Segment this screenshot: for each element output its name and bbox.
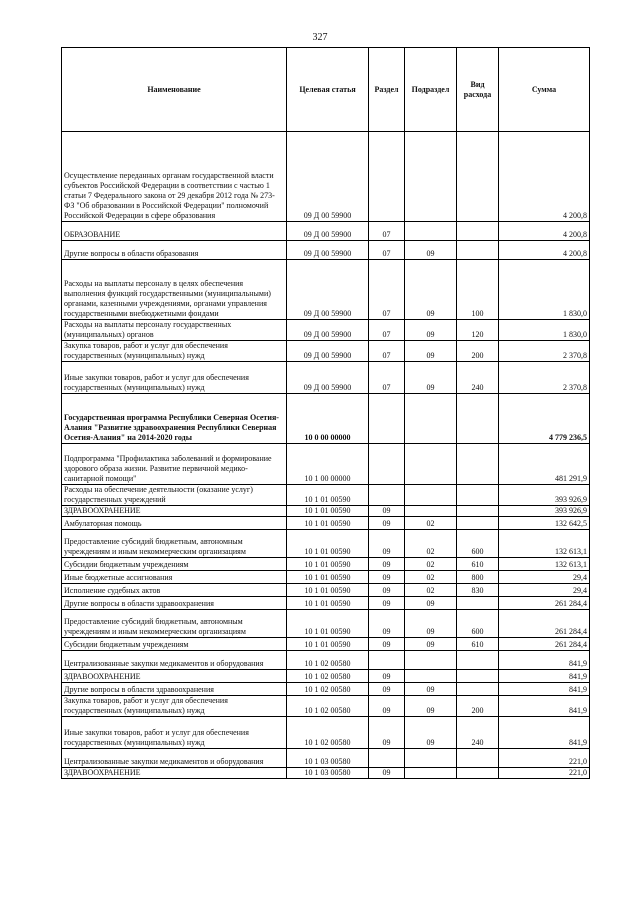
- row-sum-cell: 221,0: [499, 749, 590, 768]
- row-subsection-cell: [405, 506, 457, 517]
- row-expense-type-cell: 200: [457, 341, 499, 362]
- row-name-cell: ЗДРАВООХРАНЕНИЕ: [62, 506, 287, 517]
- row-section-cell: 07: [369, 222, 405, 241]
- header-sum: Сумма: [499, 48, 590, 132]
- table-row: [62, 651, 590, 670]
- row-sum-cell: 841,9: [499, 670, 590, 683]
- row-subsection-cell: 02: [405, 558, 457, 571]
- row-name-cell: ОБРАЗОВАНИЕ: [62, 222, 287, 241]
- row-section-cell: 09: [369, 571, 405, 584]
- row-sum-cell: 841,9: [499, 696, 590, 717]
- table-row: [62, 558, 590, 571]
- row-section-cell: 09: [369, 638, 405, 651]
- row-section-cell: [369, 444, 405, 485]
- table-row: [62, 517, 590, 530]
- table-row: [62, 485, 590, 506]
- table-row: [62, 530, 590, 558]
- row-expense-type-cell: 120: [457, 320, 499, 341]
- row-expense-type-cell: [457, 506, 499, 517]
- row-target-cell: 10 1 01 00590: [287, 558, 369, 571]
- row-expense-type-cell: [457, 683, 499, 696]
- row-subsection-cell: [405, 670, 457, 683]
- row-sum-cell: 132 613,1: [499, 558, 590, 571]
- row-subsection-cell: 09: [405, 683, 457, 696]
- row-section-cell: 07: [369, 260, 405, 320]
- row-target-cell: 09 Д 00 59900: [287, 241, 369, 260]
- row-expense-type-cell: 200: [457, 696, 499, 717]
- row-section-cell: 09: [369, 768, 405, 779]
- row-expense-type-cell: 830: [457, 584, 499, 597]
- row-subsection-cell: 02: [405, 584, 457, 597]
- row-name-cell: Амбулаторная помощь: [62, 517, 287, 530]
- row-subsection-cell: 09: [405, 597, 457, 610]
- row-name-cell: Расходы на выплаты персоналу в целях обеспечения выполнения функций государственными (муниципальными) органами, казенными учреждениями, органами управления государственными внебюджетными фондами: [62, 260, 287, 320]
- row-section-cell: 07: [369, 320, 405, 341]
- row-subsection-cell: [405, 444, 457, 485]
- row-name-cell: Субсидии бюджетным учреждениям: [62, 558, 287, 571]
- row-target-cell: 09 Д 00 59900: [287, 132, 369, 222]
- row-expense-type-cell: 240: [457, 362, 499, 394]
- table-row: [62, 610, 590, 638]
- table-row: [62, 394, 590, 444]
- row-target-cell: 09 Д 00 59900: [287, 320, 369, 341]
- row-target-cell: 10 1 01 00590: [287, 530, 369, 558]
- row-name-cell: Предоставление субсидий бюджетным, автономным учреждениям и иным некоммерческим организациям: [62, 610, 287, 638]
- row-expense-type-cell: 240: [457, 717, 499, 749]
- row-subsection-cell: 02: [405, 571, 457, 584]
- row-section-cell: 09: [369, 584, 405, 597]
- row-section-cell: 09: [369, 670, 405, 683]
- table-row: [62, 320, 590, 341]
- row-subsection-cell: 09: [405, 260, 457, 320]
- row-section-cell: [369, 394, 405, 444]
- row-section-cell: [369, 651, 405, 670]
- row-sum-cell: 2 370,8: [499, 341, 590, 362]
- row-sum-cell: 29,4: [499, 571, 590, 584]
- table-row: [62, 584, 590, 597]
- page-number: 327: [312, 32, 328, 43]
- row-target-cell: 10 1 02 00580: [287, 696, 369, 717]
- row-subsection-cell: [405, 749, 457, 768]
- row-sum-cell: 4 200,8: [499, 222, 590, 241]
- table-row: [62, 341, 590, 362]
- table-row: [62, 132, 590, 222]
- row-target-cell: 10 1 01 00590: [287, 584, 369, 597]
- row-expense-type-cell: 100: [457, 260, 499, 320]
- header-name: Наименование: [62, 48, 287, 132]
- row-expense-type-cell: [457, 597, 499, 610]
- row-section-cell: [369, 485, 405, 506]
- budget-table: [61, 47, 590, 779]
- row-name-cell: Иные закупки товаров, работ и услуг для обеспечения государственных (муниципальных) нужд: [62, 717, 287, 749]
- row-target-cell: 10 1 03 00580: [287, 749, 369, 768]
- row-sum-cell: 841,9: [499, 651, 590, 670]
- table-header-row: [62, 48, 590, 132]
- row-target-cell: 10 1 00 00000: [287, 444, 369, 485]
- row-sum-cell: 841,9: [499, 717, 590, 749]
- row-target-cell: 10 1 01 00590: [287, 610, 369, 638]
- row-expense-type-cell: [457, 670, 499, 683]
- row-name-cell: Иные закупки товаров, работ и услуг для обеспечения государственных (муниципальных) нужд: [62, 362, 287, 394]
- table-row: [62, 597, 590, 610]
- row-subsection-cell: 09: [405, 320, 457, 341]
- row-sum-cell: 261 284,4: [499, 610, 590, 638]
- row-section-cell: [369, 132, 405, 222]
- row-subsection-cell: 09: [405, 717, 457, 749]
- row-section-cell: 07: [369, 341, 405, 362]
- row-expense-type-cell: [457, 241, 499, 260]
- row-expense-type-cell: [457, 517, 499, 530]
- row-section-cell: 09: [369, 597, 405, 610]
- header-subsection: Подраздел: [405, 48, 457, 132]
- row-target-cell: 10 1 02 00580: [287, 670, 369, 683]
- row-name-cell: Государственная программа Республики Северная Осетия-Алания "Развитие здравоохранения Республики Северная Осетия-Алания" на 2014-2020 годы: [62, 394, 287, 444]
- row-target-cell: 10 1 01 00590: [287, 506, 369, 517]
- row-expense-type-cell: [457, 485, 499, 506]
- row-sum-cell: 841,9: [499, 683, 590, 696]
- row-sum-cell: 261 284,4: [499, 638, 590, 651]
- header-expense-type: Вид расхода: [457, 48, 499, 132]
- row-subsection-cell: 09: [405, 341, 457, 362]
- row-sum-cell: 1 830,0: [499, 320, 590, 341]
- row-expense-type-cell: [457, 444, 499, 485]
- row-expense-type-cell: [457, 768, 499, 779]
- row-sum-cell: 29,4: [499, 584, 590, 597]
- row-expense-type-cell: 800: [457, 571, 499, 584]
- row-name-cell: Иные бюджетные ассигнования: [62, 571, 287, 584]
- row-subsection-cell: 09: [405, 696, 457, 717]
- row-target-cell: 09 Д 00 59900: [287, 260, 369, 320]
- row-subsection-cell: 09: [405, 241, 457, 260]
- row-name-cell: Закупка товаров, работ и услуг для обеспечения государственных (муниципальных) нужд: [62, 696, 287, 717]
- row-sum-cell: 1 830,0: [499, 260, 590, 320]
- row-section-cell: 09: [369, 530, 405, 558]
- row-expense-type-cell: [457, 651, 499, 670]
- row-sum-cell: 132 613,1: [499, 530, 590, 558]
- row-section-cell: 09: [369, 558, 405, 571]
- table-row: [62, 571, 590, 584]
- row-section-cell: 07: [369, 362, 405, 394]
- row-section-cell: [369, 749, 405, 768]
- row-target-cell: 10 0 00 00000: [287, 394, 369, 444]
- row-subsection-cell: [405, 132, 457, 222]
- row-target-cell: 10 1 02 00580: [287, 651, 369, 670]
- row-target-cell: 10 1 01 00590: [287, 638, 369, 651]
- row-name-cell: Субсидии бюджетным учреждениям: [62, 638, 287, 651]
- row-section-cell: 07: [369, 241, 405, 260]
- row-subsection-cell: 02: [405, 530, 457, 558]
- row-name-cell: Расходы на выплаты персоналу государственных (муниципальных) органов: [62, 320, 287, 341]
- row-sum-cell: 393 926,9: [499, 485, 590, 506]
- table-row: [62, 444, 590, 485]
- table-row: [62, 768, 590, 779]
- row-subsection-cell: 09: [405, 362, 457, 394]
- row-sum-cell: 132 642,5: [499, 517, 590, 530]
- table-body: [62, 132, 590, 779]
- header-section: Раздел: [369, 48, 405, 132]
- row-name-cell: ЗДРАВООХРАНЕНИЕ: [62, 670, 287, 683]
- row-section-cell: 09: [369, 696, 405, 717]
- row-name-cell: ЗДРАВООХРАНЕНИЕ: [62, 768, 287, 779]
- table-row: [62, 260, 590, 320]
- header-target: Целевая статья: [287, 48, 369, 132]
- row-expense-type-cell: [457, 222, 499, 241]
- row-expense-type-cell: [457, 394, 499, 444]
- row-name-cell: Закупка товаров, работ и услуг для обеспечения государственных (муниципальных) нужд: [62, 341, 287, 362]
- row-sum-cell: 221,0: [499, 768, 590, 779]
- row-sum-cell: 2 370,8: [499, 362, 590, 394]
- row-name-cell: Подпрограмма "Профилактика заболеваний и формирование здорового образа жизни. Развитие первичной медико-санитарной помощи": [62, 444, 287, 485]
- row-name-cell: Централизованные закупки медикаментов и оборудования: [62, 651, 287, 670]
- row-sum-cell: 261 284,4: [499, 597, 590, 610]
- row-name-cell: Централизованные закупки медикаментов и оборудования: [62, 749, 287, 768]
- row-target-cell: 10 1 02 00580: [287, 717, 369, 749]
- row-name-cell: Другие вопросы в области образования: [62, 241, 287, 260]
- row-name-cell: Расходы на обеспечение деятельности (оказание услуг) государственных учреждений: [62, 485, 287, 506]
- row-name-cell: Другие вопросы в области здравоохранения: [62, 683, 287, 696]
- row-section-cell: 09: [369, 517, 405, 530]
- table-row: [62, 749, 590, 768]
- row-expense-type-cell: 600: [457, 610, 499, 638]
- table-row: [62, 222, 590, 241]
- table-row: [62, 638, 590, 651]
- row-sum-cell: 4 200,8: [499, 241, 590, 260]
- table-row: [62, 683, 590, 696]
- row-sum-cell: 4 200,8: [499, 132, 590, 222]
- row-section-cell: 09: [369, 610, 405, 638]
- row-target-cell: 10 1 01 00590: [287, 571, 369, 584]
- table-row: [62, 506, 590, 517]
- row-name-cell: Исполнение судебных актов: [62, 584, 287, 597]
- row-name-cell: Другие вопросы в области здравоохранения: [62, 597, 287, 610]
- row-expense-type-cell: [457, 132, 499, 222]
- row-name-cell: Предоставление субсидий бюджетным, автономным учреждениям и иным некоммерческим организациям: [62, 530, 287, 558]
- row-target-cell: 10 1 02 00580: [287, 683, 369, 696]
- row-subsection-cell: 02: [405, 517, 457, 530]
- row-subsection-cell: [405, 394, 457, 444]
- row-subsection-cell: [405, 768, 457, 779]
- table-row: [62, 241, 590, 260]
- row-section-cell: 09: [369, 683, 405, 696]
- row-target-cell: 09 Д 00 59900: [287, 222, 369, 241]
- row-section-cell: 09: [369, 717, 405, 749]
- row-target-cell: 10 1 01 00590: [287, 485, 369, 506]
- table-row: [62, 717, 590, 749]
- row-expense-type-cell: [457, 749, 499, 768]
- row-target-cell: 10 1 01 00590: [287, 517, 369, 530]
- table-row: [62, 362, 590, 394]
- row-expense-type-cell: 600: [457, 530, 499, 558]
- row-sum-cell: 4 779 236,5: [499, 394, 590, 444]
- row-target-cell: 10 1 01 00590: [287, 597, 369, 610]
- row-subsection-cell: [405, 485, 457, 506]
- row-target-cell: 10 1 03 00580: [287, 768, 369, 779]
- row-subsection-cell: [405, 222, 457, 241]
- row-target-cell: 09 Д 00 59900: [287, 362, 369, 394]
- row-expense-type-cell: 610: [457, 558, 499, 571]
- row-sum-cell: 393 926,9: [499, 506, 590, 517]
- row-subsection-cell: 09: [405, 638, 457, 651]
- row-subsection-cell: 09: [405, 610, 457, 638]
- table-row: [62, 670, 590, 683]
- row-sum-cell: 481 291,9: [499, 444, 590, 485]
- table-row: [62, 696, 590, 717]
- row-section-cell: 09: [369, 506, 405, 517]
- row-target-cell: 09 Д 00 59900: [287, 341, 369, 362]
- row-subsection-cell: [405, 651, 457, 670]
- row-name-cell: Осуществление переданных органам государственной власти субъектов Российской Федерации в соответствии с частью 1 статьи 7 Федерального закона от 29 декабря 2012 года № 273-ФЗ "Об образовании в Российской Федерации" полномочий Российской Федерации в сфере образования: [62, 132, 287, 222]
- row-expense-type-cell: 610: [457, 638, 499, 651]
